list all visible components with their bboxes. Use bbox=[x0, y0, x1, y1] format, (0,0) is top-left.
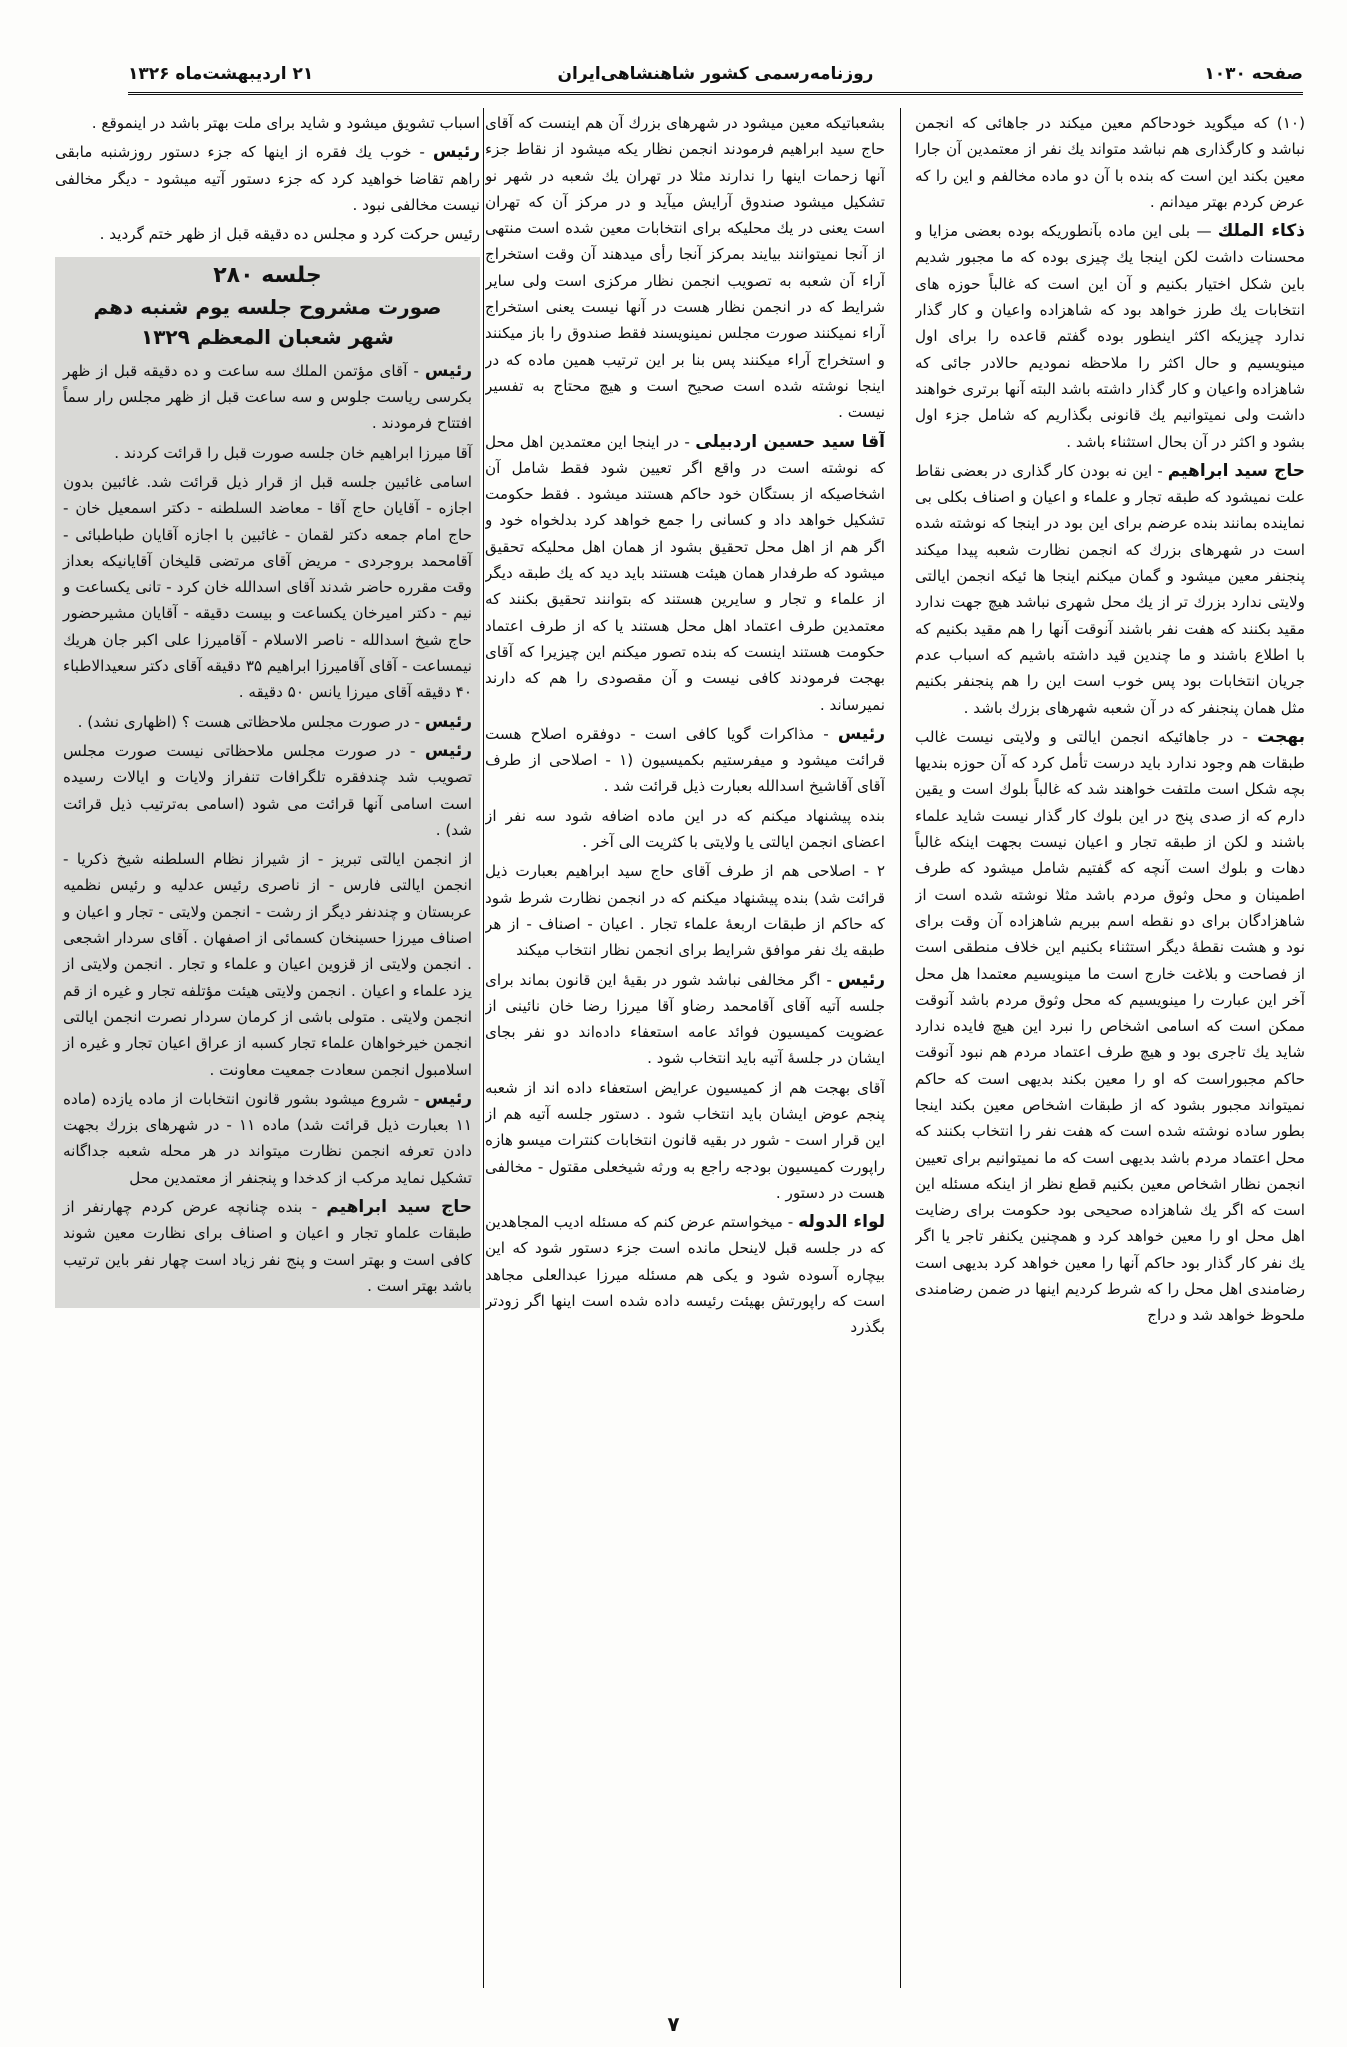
speaker-name: حاج سید ابراهیم bbox=[326, 1196, 473, 1217]
speaker-name: رئیس bbox=[424, 711, 472, 732]
paragraph: اسامی غائبین جلسه قبل از قرار ذیل قرائت شد. غائبین بدون اجازه - آقایان حاج آقا - معاضد السلطنه - دکتر اسمعیل خان - حاج امام جمعه دکتر لقمان - غائبین با اجازه آقایان طباطبائی - آقامحمد بروجردی - مریض آقای مرتضی قلیخان آقایانیکه بعداز وقت مقرره حاضر شدند آقای اسدالله خان کرد - تانی یکساعت و نیم - دکتر امیرخان یکساعت و بیست دقیقه - آقایان مشیرحضور حاج شیخ اسدالله - ناصر الاسلام - آقامیرزا علی اکبر جان هریك نیمساعت - آقای آقامیرزا ابراهیم ۳۵ دقیقه آقای دکتر سعیدالاطباء ۴۰ دقیقه آقای میرزا یانس ۵۰ دقیقه . bbox=[63, 472, 473, 702]
paragraph: از انجمن ایالتی تبریز - از شیراز نظام السلطنه شیخ ذکریا - انجمن ایالتی فارس - از ناصری رئیس عدلیه و رئیس نظمیه عربستان و چندنفر دیگر از رشت - انجمن ولایتی - تجار و اعیان و اصناف میرزا حسینخان کسمائی از اصفهان . آقای سردار اشجعی . انجمن ولایتی از قزوین اعیان و علماء و تجار . انجمن ولایتی از یزد علماء و اعیان . انجمن ولایتی هیئت مؤتلفه تجار و غیره از قم انجمن ولایتی . متولی باشی از کرمان سردار نصرت انجمن ایالتی انجمن خیرخواهان علماء تجار کسبه از عراق اعیان تجار و غیره از اسلامبول انجمن سعادت جمعیت معاونت . bbox=[63, 850, 472, 1079]
page-header bbox=[128, 58, 1303, 95]
paragraph: رئیس حرکت کرد و مجلس ده دقیقه قبل از ظهر ختم گردید . bbox=[99, 225, 480, 244]
paragraph: لواء الدوله - میخواستم عرض کنم که مسئله ادیب المجاهدین که در جلسه قبل لاینحل مانده است جزء دستور شود که این بیچاره آسوده شود و یکی هم مسئله میرزا عبدالعلی مجاهد است که راپورتش بهیئت رئیسه داده شده است اینها اگر زودتر بگذرد bbox=[485, 1212, 885, 1337]
paragraph: ۲ - اصلاحی هم از طرف آقای حاج سید ابراهیم بعبارت ذیل قرائت شد) بنده پیشنهاد میکنم که در انجمن نظارت شرط شود که حاکم از طبقات اربعهٔ علماء تجار . اعیان - اصناف - از هر طبقه یك نفر موافق شرایط برای انجمن نظار انتخاب میکند bbox=[485, 862, 885, 960]
paragraph: حاج سید ابراهیم - بنده چنانچه عرض کردم چهارنفر از طبقات علماو تجار و اعیان و اصناف برای نظارت معین شوند کافی است و بهتر است و پنج نفر زیاد است چهار نفر باین ترتیب باشد بهتر است . bbox=[63, 1196, 473, 1295]
speaker-name: رئیس bbox=[424, 360, 473, 381]
speaker-name: آقا سید حسین اردبیلی bbox=[695, 431, 885, 452]
session-number: جلسه ۲۸۰ bbox=[213, 263, 322, 289]
left-column bbox=[55, 110, 480, 1990]
paragraph: رئیس - خوب یك فقره از اینها که جزء دستور روزشنبه مابقی راهم تقاضا خواهید کرد که جزء دستور آتیه میشود - دیگر مخالفی نیست مخالفی نبود . bbox=[55, 142, 480, 214]
issue-date: ۲۱ اردیبهشت‌ماه ۱۳۲۶ bbox=[128, 64, 314, 84]
paragraph: رئیس - شروع میشود بشور قانون انتخابات از ماده یازده (ماده ۱۱ بعبارت ذیل قرائت شد) ماده ۱۱ - در شهرهای بزرك بجهت دادن تعرفه انجمن نظارت میتواند در هر محله شعبه جداگانه تشکیل نماید مرکب از کدخدا و پنجنفر از معتمدین محل bbox=[63, 1088, 473, 1187]
paragraph: بهجت - در جاهائیکه انجمن ایالتی و ولایتی نیست غالب طبقات هم وجود ندارد باید درست تأمل کرد که آن حوزه بندیها بچه شکل است ملتفت خواهند شد که غالباً بلوك است و یقین دارم که از صدی پنج در این بلوك کار گذار نیست شاید علماء باشند و لکن از طبقه تجار و اعیان نیست بجهت اینکه غالباً دهات و بلوك است آنچه که گفتیم شامل میشود که طرف اطمینان و محل وثوق مردم باشد مثلا نوشته شده است از شاهزادگان برای دو نقطه اسم ببریم شاهزاده آن وقت برای نود و هشت نقطهٔ دیگر استثناء بکنیم این خلاف منطقی است از فصاحت و بلاغت خارج است ما مینویسیم معتمدا هل محل آخر این عبارت را مینویسیم که محل وثوق مردم باشد آنوقت ممکن است که اسامی اشخاص را نبرد این هیچ فایده ندارد شاید یك تاجری بود و هیچ طرف اعتماد مردم هم نبود آنوقت حاکم مجبوراست که او را معین بکند بدیهی است که حاکم نمیتواند مجبور بشود که از طبقات اشخاص معین بکند اینجا بطور ساده نوشته شده است که هفت نفر را انتخاب بکنند که محل اعتماد مردم باشد بدیهی است که ما نمیتوانیم برای تعیین انجمن نظار اشخاص معین بکنیم قطع نظر از اینکه مسئله این است که اگر یك شاهزاده صحیحی بود حکومت برای رضایت اهل محل او را معین خواهد کرد و همچنین یکنفر تاجر یا اگر یك نفر کار گذار بود حاکم آنها را معین خواهد کرد بدیهی است رضامندی اهل محل را که شرط کردیم اینها در ضمن رضامندی ملحوظ خواهد شد و دراج bbox=[915, 726, 1305, 1325]
page-number: ۷ bbox=[667, 2012, 680, 2036]
speaker-name: رئیس bbox=[424, 1088, 473, 1109]
paragraph: ذکاء الملك — بلی این ماده بآنطوریکه بوده بعضی مزایا و محسنات داشت لکن اینجا یك چیزی بوده که ما مجبور شدیم باین شکل اختیار بکنیم و آن این است که غالباً حوزه های انتخابات یك طرز خواهد بود که شاهزاده واعیان و کار گذار ندارد چیزیکه اکثر اینطور بوده گفتم قاعده را برای اول مینویسیم و حال اکثر را ملاحظه نمودیم حالادر جائی که شاهزاده واعیان و کار گذار داشته باشد البته آنها برتری خواهند داشت ولی نمیتوانیم یك قانونی بگذاریم که شامل جزء اول بشود و اکثر در آن بحال استثناء باشد . bbox=[915, 221, 1305, 451]
speaker-name: ذکاء الملك bbox=[1217, 221, 1305, 242]
session-section bbox=[55, 257, 480, 1308]
paragraph: اسباب تشویق میشود و شاید برای ملت بهتر باشد در اینموقع . bbox=[91, 114, 480, 132]
paragraph: آقای بهجت هم از کمیسیون عرایض استعفاء داده اند از شعبه پنجم عوض ایشان باید انتخاب شود . دستور جلسه آتیه هم از این قرار است - شور در بقیه قانون انتخابات کنترات میسو هازه راپورت کمیسیون بودجه راجع به ورثه شیخعلی مقتول - مخالفی هست در دستور . bbox=[485, 1078, 885, 1202]
paragraph: بنده پیشنهاد میکنم که در این ماده اضافه شود سه نفر از اعضای انجمن ایالتی یا ولایتی با کثریت الی آخر . bbox=[485, 806, 885, 852]
paragraph: رئیس - مذاکرات گویا کافی است - دوفقره اصلاح هست قرائت میشود و میفرستیم بکمیسیون (۱ - اصلاحی از طرف آقای آقاشیخ اسدالله بعبارت ذیل قرائت شد . bbox=[485, 723, 885, 796]
newspaper-title: روزنامه‌رسمی کشور شاهنشاهی‌ایران bbox=[557, 64, 874, 84]
paragraph: آقا میرزا ابراهیم خان جلسه صورت قبل را قرائت کردند . bbox=[114, 443, 472, 462]
column-divider bbox=[483, 108, 484, 1988]
speaker-name: رئیس bbox=[837, 969, 885, 990]
speaker-name: رئیس bbox=[432, 142, 480, 163]
speaker-name: رئیس bbox=[424, 740, 473, 761]
paragraph: رئیس - در صورت مجلس ملاحظاتی هست ؟ (اظهاری نشد) . bbox=[77, 711, 472, 732]
middle-column bbox=[485, 110, 885, 1990]
speaker-name: رئیس bbox=[837, 723, 885, 744]
right-column bbox=[915, 110, 1305, 1990]
page-label: صفحه ۱۰۳۰ bbox=[1204, 64, 1303, 84]
paragraph: حاج سید ابراهیم - این نه بودن کار گذاری در بعضی نقاط علت نمیشود که طبقه تجار و علماء و اعیان و اصناف بکلی بی نماینده بمانند بنده عرضم برای این بود در اینجا که نوشته شده است در شهرهای بزرك که انجمن نظارت شعبه پیدا میکند پنجنفر معین میشود و گمان میکنم اینجا ها ئیکه انجمن ایالتی ولایتی ندارد بزرك تر از یك محل شهری نباشد هیچ جهت ندارد مقید بکنند که هفت نفر باشند آنوقت آنها را هم مقید بکنیم که با اطلاع باشند و ما چندین قید داشته باشیم که اسباب عدم جریان انتخابات بود پس خوب است این را هم پنجنفر بکنیم مثل همان پنجنفر که در آن شعبه شهرهای بزرك باشد . bbox=[915, 460, 1305, 717]
speaker-name: لواء الدوله bbox=[798, 1212, 885, 1233]
paragraph: آقا سید حسین اردبیلی - در اینجا این معتمدین اهل محل که نوشته است در واقع اگر تعیین شود فقط شامل آن اشخاصیکه از بستگان خود حاکم هستند میشود . فقط حکومت تشکیل خواهد داد و کسانی را جمع خواهد کرد بدلخواه خود و اگر هم از اهل محل تحقیق بشود از همان اهل محلیکه تحقیق میشود که طرفدار همان هیئت هستند باید دید که یك طبقه دیگر از علماء و تجار و سایرین هستند که بتوانند تحقیق بکنند که معتمدین طرف اعتماد اهل محل هستند یا که از طرف اعتماد حکومت هستند اینست که بنده تصور میکنم این چیزیرا که آقای بهجت فرمودند کافی نیست و آن مقصودی را هم که دارند نمیرساند . bbox=[485, 431, 885, 714]
session-title: صورت مشروح جلسه یوم شنبه دهم شهر شعبان المعظم ۱۳۲۹ bbox=[93, 294, 442, 349]
paragraph: رئیس - در صورت مجلس ملاحظاتی نیست صورت مجلس تصویب شد چندفقره تلگرافات تنفراز ولایات و ایالات رسیده است اسامی آنها قرائت می شود (اسامی به‌ترتیب ذیل قرائت شد) . bbox=[63, 740, 473, 839]
speaker-name: حاج سید ابراهیم bbox=[1167, 460, 1305, 481]
column-divider bbox=[900, 108, 901, 1988]
paragraph: بشعباتیکه معین میشود در شهرهای بزرك آن هم اینست که آقای حاج سید ابراهیم فرمودند انجمن نظار یکه میشود از نقاط جزء آنها زحمات اینها را ندارند مثلا در تهران یك شعبه در شهر نو تشکیل میشود صندوق آرایش میآید و در مرکز آن که تهران است یعنی در یك محلیکه برای انتخابات معین شده است منتهی از آنجا نمیتوانند بیایند بمرکز آنجا رأی میدهند آن وقت استخراج آراء آن شعبه به تصویب انجمن نظار مرکزی است ولی سایر شرایط که در انجمن نظار هست در آنها نیست یعنی استخراج آراء نمیکنند صورت مجلس نمینویسند فقط صندوق را باز میکنند و استخراج آراء میکنند پس بنا بر این ترتیب همین ماده که در اینجا نوشته شده است صحیح است و هیچ محتاج به تفسیر نیست . bbox=[485, 114, 885, 422]
paragraph: رئیس - اگر مخالفی نباشد شور در بقیهٔ این قانون بماند برای جلسه آتیه آقای آقامحمد رضاو آقا میرزا رضا خان نائینی از عضویت کمیسیون فوائد عامه استعفاء داده‌اند دو نفر بجای ایشان در جلسهٔ آتیه باید انتخاب شود . bbox=[485, 969, 885, 1068]
paragraph: رئیس - آقای مؤتمن الملك سه ساعت و ده دقیقه قبل از ظهر بکرسی ریاست جلوس و سه ساعت قبل از ظهر مجلس رار سماً افتتاح فرمودند . bbox=[63, 360, 473, 433]
speaker-name: بهجت bbox=[1257, 726, 1305, 747]
paragraph: (۱۰) که میگوید خودحاکم معین میکند در جاهائی که انجمن نباشد و کارگذاری هم نباشد متواند یك نفر از معتمدین آن جارا معین بکند این است که بنده با آن دو ماده مخالفم و این را که عرض کردم بهتر میدانم . bbox=[915, 114, 1305, 211]
